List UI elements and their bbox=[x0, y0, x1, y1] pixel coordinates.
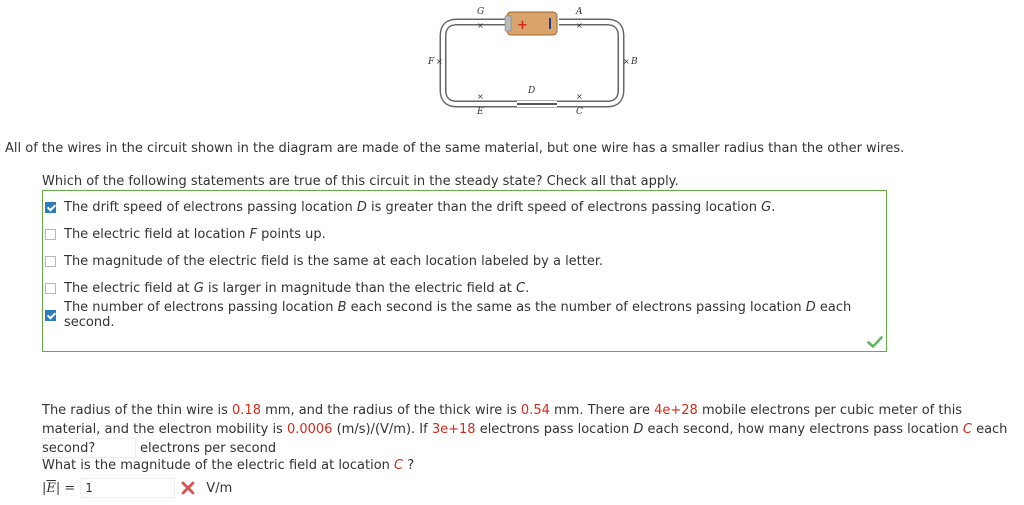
label-C: C bbox=[576, 107, 583, 116]
question2: What is the magnitude of the electric field at location C ? bbox=[42, 458, 415, 473]
battery-plus: + bbox=[517, 18, 528, 33]
part2-prompt: The radius of the thin wire is 0.18 mm, and the radius of the thick wire is 0.54 mm. There are 4e+28 mobile electrons per cubic meter of this material, and the electron mobility is 0.0006 (m/s)/(V/m). If 3e+18 electrons pass location D each second, how many electrons pass location C each second? bbox=[42, 403, 1008, 456]
choice-2-checkbox[interactable] bbox=[45, 229, 56, 240]
wrong-x-icon bbox=[181, 481, 195, 495]
field-label: $|\overline{E}|$ = bbox=[42, 480, 76, 496]
choice-1[interactable] bbox=[45, 196, 775, 218]
choice-4-checkbox[interactable] bbox=[45, 283, 56, 294]
marker-G: × bbox=[477, 21, 484, 30]
choice-3-label: The magnitude of the electric field is the same at each location labeled by a letter. bbox=[64, 253, 604, 269]
choice-1-label: The drift speed of electrons passing location D is greater than the drift speed of electrons passing location G. bbox=[64, 199, 776, 215]
label-B: B bbox=[631, 57, 638, 67]
answer2-row bbox=[42, 478, 232, 498]
electrons-per-second-input[interactable] bbox=[42, 438, 136, 458]
label-E: E bbox=[477, 107, 484, 116]
choice-1-checkbox[interactable] bbox=[45, 202, 56, 213]
choice-3-checkbox[interactable] bbox=[45, 256, 56, 267]
choice-4-label: The electric field at G is larger in magnitude than the electric field at C. bbox=[64, 280, 530, 296]
density-value: 4e+28 bbox=[654, 403, 698, 418]
marker-B: × bbox=[623, 57, 630, 66]
question-prompt: Which of the following statements are true of this circuit in the steady state? Check all that apply. bbox=[42, 174, 679, 189]
thick-radius-value: 0.54 bbox=[520, 403, 550, 418]
choice-5-label: The number of electrons passing location B each second is the same as the number of electrons passing location D each second. bbox=[64, 300, 852, 330]
choice-3[interactable] bbox=[45, 250, 603, 272]
electric-field-input[interactable]: 1 bbox=[80, 478, 175, 498]
label-G: G bbox=[477, 7, 485, 17]
marker-A: × bbox=[576, 21, 583, 30]
problem-intro: All of the wires in the circuit shown in the diagram are made of the same material, but one wire has a smaller radius than the other wires. bbox=[5, 141, 905, 156]
answer2-unit: V/m bbox=[206, 480, 233, 496]
mobility-value: 0.0006 bbox=[286, 422, 333, 437]
thin-radius-value: 0.18 bbox=[232, 403, 261, 418]
choice-5-checkbox[interactable] bbox=[45, 310, 56, 321]
choice-2-label: The electric field at location F points up. bbox=[64, 226, 326, 242]
label-F: F bbox=[428, 57, 435, 67]
label-D: D bbox=[528, 86, 536, 96]
marker-E: × bbox=[477, 92, 484, 101]
marker-F: × bbox=[436, 57, 443, 66]
choice-4[interactable] bbox=[45, 277, 529, 299]
marker-C: × bbox=[576, 92, 583, 101]
rate-value: 3e+18 bbox=[431, 422, 476, 437]
correct-check-icon bbox=[867, 336, 883, 348]
circuit-diagram bbox=[425, 4, 655, 116]
answer1-unit: electrons per second bbox=[140, 440, 277, 456]
answer1-row bbox=[42, 438, 276, 458]
choice-2[interactable] bbox=[45, 223, 326, 245]
answer-choices bbox=[42, 190, 887, 352]
label-A: A bbox=[576, 7, 583, 17]
choice-5[interactable] bbox=[45, 300, 886, 330]
